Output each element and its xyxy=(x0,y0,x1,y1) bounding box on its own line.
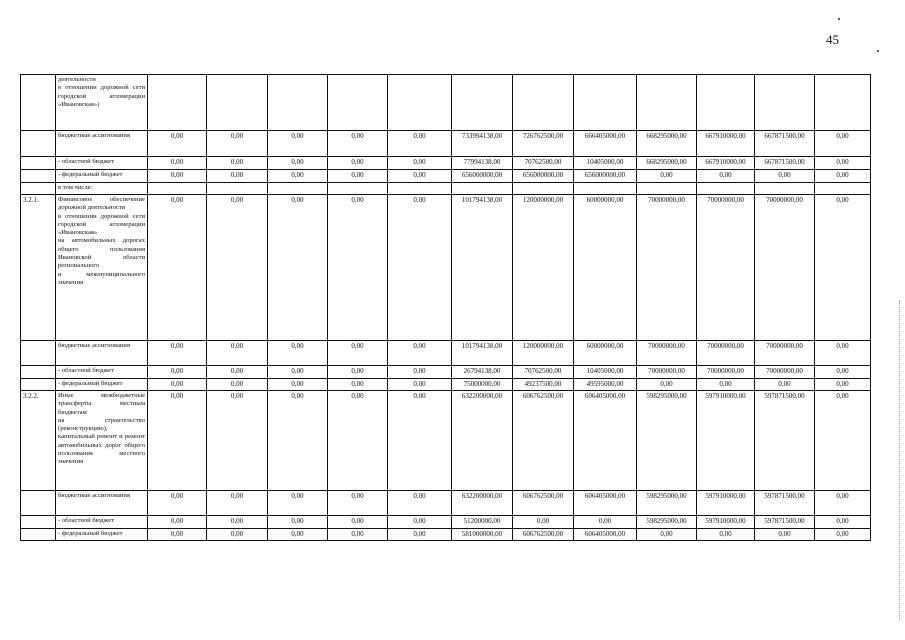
value-cell: 0,00 xyxy=(148,366,207,379)
table-row xyxy=(21,183,871,195)
table-row xyxy=(21,529,871,541)
value-cell: 0,00 xyxy=(697,529,755,541)
value-cell: 0,00 xyxy=(148,391,207,491)
table-row xyxy=(21,491,871,516)
value-cell: 667871500,00 xyxy=(755,157,815,170)
value-cell: 49595000,00 xyxy=(574,379,637,391)
value-cell: 0,00 xyxy=(268,529,328,541)
value-cell xyxy=(268,183,328,195)
value-cell: 51200000,00 xyxy=(452,516,513,529)
value-cell: 597910000,00 xyxy=(697,516,755,529)
value-cell: 0,00 xyxy=(207,379,268,391)
value-cell: 0,00 xyxy=(148,170,207,183)
row-code-cell xyxy=(21,491,56,516)
scan-speck xyxy=(877,50,879,52)
value-cell: 597910000,00 xyxy=(697,491,755,516)
value-cell: 49237500,00 xyxy=(513,379,574,391)
value-cell xyxy=(388,183,452,195)
value-cell: 726762500,00 xyxy=(513,131,574,157)
value-cell xyxy=(815,183,871,195)
value-cell: 10405000,00 xyxy=(574,157,637,170)
row-name-cell: бюджетные ассигнования xyxy=(56,341,148,366)
value-cell: 606762500,00 xyxy=(513,491,574,516)
value-cell: 0,00 xyxy=(388,170,452,183)
value-cell: 0,00 xyxy=(328,391,388,491)
value-cell: 0,00 xyxy=(815,516,871,529)
value-cell: 75000000,00 xyxy=(452,379,513,391)
value-cell: 632200000,00 xyxy=(452,391,513,491)
value-cell: 0,00 xyxy=(815,341,871,366)
value-cell: 666405000,00 xyxy=(574,131,637,157)
value-cell: 0,00 xyxy=(268,379,328,391)
value-cell: 0,00 xyxy=(815,491,871,516)
table-row xyxy=(21,131,871,157)
value-cell: 598295000,00 xyxy=(637,391,697,491)
value-cell: 101794138,00 xyxy=(452,341,513,366)
value-cell: 0,00 xyxy=(815,529,871,541)
table-row xyxy=(21,391,871,491)
row-name-cell: Финансовое обеспечение дорожной деятельности в отношении дорожной сети городской агломерации «Ивановская» на автомобильных дорогах общего пользования Ивановской области регионального и межмуниципального значения xyxy=(56,195,148,341)
page-number: 45 xyxy=(826,32,839,47)
value-cell: 120000000,00 xyxy=(513,341,574,366)
value-cell xyxy=(207,75,268,131)
value-cell xyxy=(328,75,388,131)
row-code-cell: 3.2.2. xyxy=(21,391,56,491)
table-row xyxy=(21,379,871,391)
budget-table-body xyxy=(21,75,871,541)
value-cell: 70000000,00 xyxy=(697,366,755,379)
row-name-cell: - областной бюджет xyxy=(56,516,148,529)
value-cell: 0,00 xyxy=(148,516,207,529)
value-cell: 101794138,00 xyxy=(452,195,513,341)
row-name-cell: Иные межбюджетные трансферты местным бюджетам на строительство (реконструкцию), капитальный ремонт и ремонт автомобильных дорог общего пользования местного значения xyxy=(56,391,148,491)
value-cell xyxy=(815,75,871,131)
value-cell: 0,00 xyxy=(328,516,388,529)
row-code-cell xyxy=(21,131,56,157)
value-cell xyxy=(755,75,815,131)
value-cell: 0,00 xyxy=(207,391,268,491)
row-code-cell xyxy=(21,529,56,541)
value-cell xyxy=(513,75,574,131)
value-cell: 0,00 xyxy=(388,341,452,366)
value-cell: 0,00 xyxy=(268,131,328,157)
value-cell xyxy=(574,183,637,195)
value-cell: 0,00 xyxy=(328,170,388,183)
value-cell xyxy=(388,75,452,131)
value-cell xyxy=(697,75,755,131)
value-cell: 70000000,00 xyxy=(637,195,697,341)
value-cell xyxy=(452,75,513,131)
row-name-cell: бюджетные ассигнования xyxy=(56,131,148,157)
value-cell: 606762500,00 xyxy=(513,391,574,491)
value-cell: 0,00 xyxy=(207,366,268,379)
value-cell: 0,00 xyxy=(207,195,268,341)
value-cell: 597871500,00 xyxy=(755,491,815,516)
value-cell: 0,00 xyxy=(388,516,452,529)
value-cell: 0,00 xyxy=(268,341,328,366)
value-cell: 0,00 xyxy=(268,366,328,379)
row-name-cell: - федеральный бюджет xyxy=(56,170,148,183)
value-cell: 0,00 xyxy=(328,491,388,516)
value-cell: 70000000,00 xyxy=(637,366,697,379)
table-row xyxy=(21,341,871,366)
value-cell: 656000000,00 xyxy=(574,170,637,183)
table-row xyxy=(21,75,871,131)
value-cell: 0,00 xyxy=(148,131,207,157)
value-cell: 0,00 xyxy=(268,195,328,341)
value-cell xyxy=(207,183,268,195)
value-cell: 70000000,00 xyxy=(697,195,755,341)
value-cell: 597871500,00 xyxy=(755,391,815,491)
value-cell: 0,00 xyxy=(815,195,871,341)
row-name-cell: - федеральный бюджет xyxy=(56,529,148,541)
value-cell: 0,00 xyxy=(388,195,452,341)
value-cell: 0,00 xyxy=(755,529,815,541)
value-cell: 667910000,00 xyxy=(697,131,755,157)
value-cell xyxy=(637,75,697,131)
value-cell: 0,00 xyxy=(207,170,268,183)
value-cell xyxy=(755,183,815,195)
value-cell: 70762500,00 xyxy=(513,157,574,170)
value-cell: 0,00 xyxy=(815,170,871,183)
row-code-cell xyxy=(21,183,56,195)
row-code-cell xyxy=(21,516,56,529)
value-cell: 0,00 xyxy=(388,379,452,391)
value-cell: 668295000,00 xyxy=(637,157,697,170)
value-cell: 0,00 xyxy=(328,366,388,379)
value-cell: 0,00 xyxy=(148,195,207,341)
budget-table xyxy=(20,74,871,541)
value-cell xyxy=(328,183,388,195)
value-cell: 0,00 xyxy=(148,341,207,366)
value-cell: 0,00 xyxy=(268,170,328,183)
value-cell: 0,00 xyxy=(697,379,755,391)
value-cell: 632200000,00 xyxy=(452,491,513,516)
row-name-cell: бюджетные ассигнования xyxy=(56,491,148,516)
value-cell: 0,00 xyxy=(207,529,268,541)
value-cell: 0,00 xyxy=(328,529,388,541)
value-cell xyxy=(452,183,513,195)
value-cell: 0,00 xyxy=(815,391,871,491)
value-cell: 606405000,00 xyxy=(574,491,637,516)
value-cell: 0,00 xyxy=(207,491,268,516)
value-cell: 0,00 xyxy=(328,195,388,341)
value-cell xyxy=(513,183,574,195)
table-row xyxy=(21,157,871,170)
value-cell: 597871500,00 xyxy=(755,516,815,529)
row-code-cell xyxy=(21,75,56,131)
table-row xyxy=(21,195,871,341)
value-cell: 0,00 xyxy=(388,491,452,516)
value-cell: 0,00 xyxy=(637,170,697,183)
value-cell: 0,00 xyxy=(207,341,268,366)
value-cell: 77994138,00 xyxy=(452,157,513,170)
value-cell: 0,00 xyxy=(815,379,871,391)
value-cell: 60000000,00 xyxy=(574,195,637,341)
value-cell: 0,00 xyxy=(328,379,388,391)
value-cell: 0,00 xyxy=(207,516,268,529)
row-name-cell: - областной бюджет xyxy=(56,366,148,379)
table-row xyxy=(21,366,871,379)
scan-speck xyxy=(838,18,840,20)
value-cell: 0,00 xyxy=(637,529,697,541)
value-cell: 70000000,00 xyxy=(755,366,815,379)
value-cell: 598295000,00 xyxy=(637,491,697,516)
value-cell: 0,00 xyxy=(148,379,207,391)
value-cell: 0,00 xyxy=(574,516,637,529)
value-cell: 0,00 xyxy=(207,157,268,170)
value-cell: 10405000,00 xyxy=(574,366,637,379)
value-cell: 0,00 xyxy=(148,491,207,516)
row-code-cell xyxy=(21,170,56,183)
value-cell: 70000000,00 xyxy=(697,341,755,366)
value-cell: 656000000,00 xyxy=(513,170,574,183)
row-name-cell: в том числе: xyxy=(56,183,148,195)
value-cell: 0,00 xyxy=(388,366,452,379)
value-cell xyxy=(268,75,328,131)
value-cell: 0,00 xyxy=(388,157,452,170)
row-code-cell xyxy=(21,379,56,391)
value-cell: 70000000,00 xyxy=(755,195,815,341)
value-cell: 0,00 xyxy=(637,379,697,391)
table-row xyxy=(21,170,871,183)
value-cell: 733994138,00 xyxy=(452,131,513,157)
value-cell: 656000000,00 xyxy=(452,170,513,183)
value-cell: 0,00 xyxy=(207,131,268,157)
value-cell: 598295000,00 xyxy=(637,516,697,529)
value-cell: 668295000,00 xyxy=(637,131,697,157)
value-cell xyxy=(148,183,207,195)
value-cell: 0,00 xyxy=(815,131,871,157)
value-cell: 26794138,00 xyxy=(452,366,513,379)
row-name-cell: - федеральный бюджет xyxy=(56,379,148,391)
value-cell: 0,00 xyxy=(697,170,755,183)
value-cell: 70000000,00 xyxy=(637,341,697,366)
row-code-cell xyxy=(21,341,56,366)
row-code-cell xyxy=(21,157,56,170)
value-cell: 0,00 xyxy=(328,341,388,366)
value-cell: 606762500,00 xyxy=(513,529,574,541)
value-cell: 70762500,00 xyxy=(513,366,574,379)
value-cell: 60000000,00 xyxy=(574,341,637,366)
value-cell: 0,00 xyxy=(755,379,815,391)
value-cell: 0,00 xyxy=(328,157,388,170)
value-cell: 0,00 xyxy=(268,157,328,170)
value-cell xyxy=(574,75,637,131)
value-cell: 0,00 xyxy=(328,131,388,157)
value-cell: 0,00 xyxy=(268,516,328,529)
value-cell: 120000000,00 xyxy=(513,195,574,341)
value-cell: 0,00 xyxy=(268,491,328,516)
value-cell xyxy=(148,75,207,131)
value-cell: 0,00 xyxy=(755,170,815,183)
value-cell: 581000000,00 xyxy=(452,529,513,541)
value-cell: 0,00 xyxy=(388,131,452,157)
value-cell: 667910000,00 xyxy=(697,157,755,170)
value-cell: 0,00 xyxy=(815,366,871,379)
table-row xyxy=(21,516,871,529)
value-cell: 606405000,00 xyxy=(574,391,637,491)
value-cell: 0,00 xyxy=(148,157,207,170)
row-code-cell: 3.2.1. xyxy=(21,195,56,341)
row-name-cell: - областной бюджет xyxy=(56,157,148,170)
value-cell: 0,00 xyxy=(388,391,452,491)
value-cell: 0,00 xyxy=(388,529,452,541)
row-code-cell xyxy=(21,366,56,379)
value-cell: 0,00 xyxy=(148,529,207,541)
value-cell: 0,00 xyxy=(268,391,328,491)
value-cell: 606405000,00 xyxy=(574,529,637,541)
value-cell: 70000000,00 xyxy=(755,341,815,366)
value-cell: 0,00 xyxy=(513,516,574,529)
value-cell xyxy=(637,183,697,195)
value-cell: 597910000,00 xyxy=(697,391,755,491)
value-cell: 0,00 xyxy=(815,157,871,170)
row-name-cell: деятельности в отношении дорожной сети городской агломерации «Ивановская») xyxy=(56,75,148,131)
value-cell xyxy=(697,183,755,195)
scan-edge-marks xyxy=(899,300,901,620)
value-cell: 667871500,00 xyxy=(755,131,815,157)
